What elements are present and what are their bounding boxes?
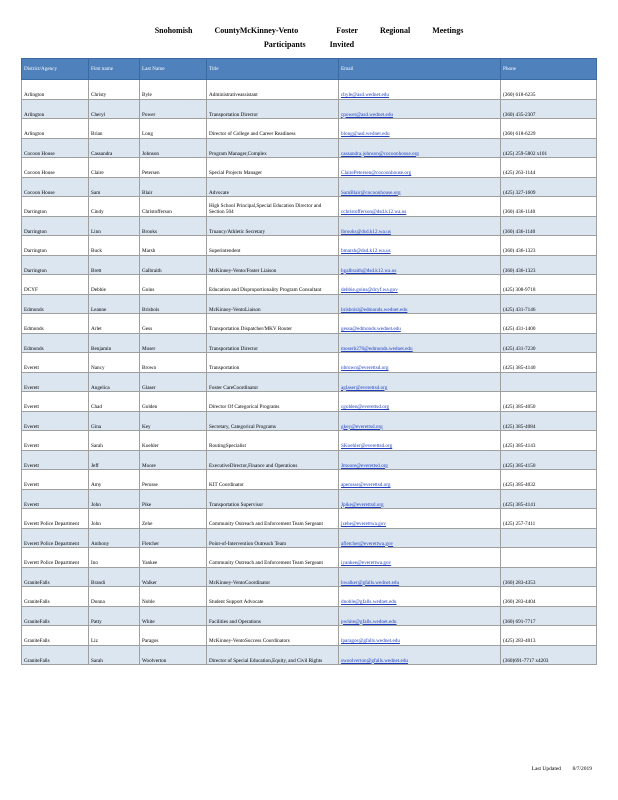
table-row [22,216,597,236]
cell-district: Cocoon House [22,177,89,197]
cell-district: Arlington [22,80,89,100]
cell-last-name: Pike [140,489,207,509]
cell-last-name: Glaser [140,372,207,392]
cell-phone: (360)691-7717 x4203 [501,645,597,665]
cell-district: Darrington [22,216,89,236]
col-header-email: Email [339,59,501,80]
cell-title: Transportation Supervisor [207,489,339,509]
email-link[interactable]: Jmoore@everettsd.org [341,462,388,469]
cell-phone: (360) 618-6235 [501,80,597,100]
cell-last-name: Byle [140,80,207,100]
cell-district: Arlington [22,99,89,119]
cell-district: Everett [22,450,89,470]
cell-title: Transportation Dispatcher/MKV Router [207,314,339,334]
cell-district: Darrington [22,236,89,256]
cell-email [339,80,501,100]
cell-title: Superintendent [207,236,339,256]
cell-district: GraniteFalls [22,606,89,626]
table-row [22,99,597,119]
cell-district: Cocoon House [22,158,89,178]
cell-phone [501,548,597,568]
email-link[interactable]: swoolverton@gfalls.wednet.edu [341,657,409,664]
email-link[interactable]: ClairePetersen@cocoonhouse.org [341,170,412,177]
table-row [22,294,597,314]
email-link[interactable]: pwhite@gfalls.wednet.edu [341,618,397,625]
email-link[interactable]: SamBlair@cocoonhouse.org [341,189,401,196]
title-word: CountyMcKinney-Vento [214,26,299,35]
cell-first-name: Gina [89,411,140,431]
cell-email [339,333,501,353]
table-row [22,509,597,529]
cell-email [339,119,501,139]
cell-first-name: Jeff [89,450,140,470]
cell-first-name: Cindy [89,197,140,217]
cell-email [339,450,501,470]
cell-district: Arlington [22,119,89,139]
cell-title: Truancy/Athletic Secretary [207,216,339,236]
cell-phone: (425) 257-7411 [501,509,597,529]
cell-phone: (425) 283-4013 [501,626,597,646]
cell-email [339,138,501,158]
cell-email [339,626,501,646]
email-link[interactable]: cassandra.johnson@cocoonhouse.org [341,150,419,157]
cell-first-name: Buck [89,236,140,256]
title-word: Regional [379,26,411,35]
col-header-phone: Phone [501,59,597,80]
cell-email [339,158,501,178]
table-header-row [22,59,597,80]
col-header-first-name: First name [89,59,140,80]
cell-phone: (360) 436-1323 [501,236,597,256]
cell-first-name: Christy [89,80,140,100]
table-row [22,567,597,587]
cell-district: Darrington [22,197,89,217]
cell-title: McKinney-Vento/Foster Liaison [207,255,339,275]
table-row [22,548,597,568]
email-link[interactable]: brisboisl@edmonds.wednet.edu [341,306,408,313]
cell-first-name: Chad [89,392,140,412]
cell-title: Transportation [207,353,339,373]
cell-last-name: Marsh [140,236,207,256]
cell-title: Director of Special Education,Equity, and Civil Rights [207,645,339,665]
email-link[interactable]: gessa@edmonds.wednet.edu [341,326,401,333]
cell-email [339,294,501,314]
cell-email [339,606,501,626]
cell-first-name: Leanne [89,294,140,314]
cell-phone: (360) 436-1140 [501,197,597,217]
cell-title: KIT Coordinator [207,470,339,490]
footer-label: Last Updated [531,766,562,772]
cell-first-name: Angelica [89,372,140,392]
cell-email [339,645,501,665]
table-row [22,236,597,256]
cell-phone: (425) 327-1609 [501,177,597,197]
cell-last-name: Koehler [140,431,207,451]
cell-first-name: Benjamin [89,333,140,353]
cell-last-name: Johnson [140,138,207,158]
cell-last-name: Christofferson [140,197,207,217]
cell-last-name: Brooks [140,216,207,236]
cell-district: Everett [22,372,89,392]
table-row [22,470,597,490]
cell-email [339,372,501,392]
cell-phone: (425) 385-4032 [501,470,597,490]
cell-district: GraniteFalls [22,587,89,607]
email-link[interactable]: cbyle@asd.wednet.edu [341,92,389,99]
cell-title: Transportation Director [207,333,339,353]
cell-phone [501,528,597,548]
table-row [22,411,597,431]
cell-district: Darrington [22,255,89,275]
cell-phone: (425) 431-1400 [501,314,597,334]
title-word: Invited [329,40,355,49]
cell-first-name: Nancy [89,353,140,373]
cell-title: Program Manager,Complex [207,138,339,158]
email-link[interactable]: afletcher@everettwa.gov [341,540,394,547]
title-word: Participants [263,40,306,49]
cell-first-name: Liz [89,626,140,646]
col-header-last-name: Last Name [140,59,207,80]
footer-date: 8/7/2019 [572,766,592,772]
cell-first-name: Sarah [89,431,140,451]
title-word: Meetings [432,26,464,35]
cell-title: Facilities and Operations [207,606,339,626]
email-link[interactable]: aglaser@everettsd.org [341,384,388,391]
cell-district: DCYF [22,275,89,295]
cell-first-name: Sarah [89,645,140,665]
email-link[interactable]: moserb276@edmonds.wednet.edu [341,345,413,352]
cell-title: Director of College and Career Readiness [207,119,339,139]
cell-phone: (425) 431-7230 [501,333,597,353]
table-row [22,645,597,665]
cell-email [339,99,501,119]
cell-phone: (425) 308-9718 [501,275,597,295]
cell-last-name: Moser [140,333,207,353]
table-row [22,333,597,353]
cell-title: Foster CareCoordinator [207,372,339,392]
cell-last-name: Brisbois [140,294,207,314]
cell-last-name: White [140,606,207,626]
title-word: Foster [336,26,358,35]
email-link[interactable]: SKoehler@everettsd.org [341,443,393,450]
cell-email [339,177,501,197]
table-row [22,353,597,373]
cell-district: Everett Police Department [22,509,89,529]
cell-title: McKinney-VentoSuccess Coordinators [207,626,339,646]
cell-phone: (360) 436-1323 [501,255,597,275]
cell-first-name: Brandi [89,567,140,587]
email-link[interactable]: lbrooks@dsd.k12.wa.us [341,228,391,235]
table-row [22,489,597,509]
table-row [22,392,597,412]
cell-title: RoutingSpecialist [207,431,339,451]
cell-last-name: Brown [140,353,207,373]
cell-title: Community Outreach and Enforcement Team Sergeant [207,548,339,568]
document-title [0,26,618,35]
cell-email [339,197,501,217]
cell-phone: (360) 283-4404 [501,587,597,607]
cell-email [339,587,501,607]
cell-title: High School Principal,Special Education Director and Section 504 [207,197,339,217]
table-row [22,275,597,295]
table-row [22,314,597,334]
cell-first-name: Debbie [89,275,140,295]
cell-district: Cocoon House [22,138,89,158]
cell-phone: (425) 385-4084 [501,411,597,431]
cell-first-name: Sam [89,177,140,197]
cell-phone: (360) 691-7717 [501,606,597,626]
cell-title: ExecutiveDirector,Finance and Operations [207,450,339,470]
cell-district: GraniteFalls [22,626,89,646]
cell-email [339,236,501,256]
cell-first-name: John [89,509,140,529]
cell-last-name: Blair [140,177,207,197]
cell-email [339,567,501,587]
cell-district: Everett [22,470,89,490]
cell-first-name: Brian [89,119,140,139]
cell-district: GraniteFalls [22,567,89,587]
cell-email [339,489,501,509]
table-row [22,450,597,470]
table-row [22,606,597,626]
cell-title: Community Outreach and Enforcement Team Sergeant [207,509,339,529]
table-row [22,138,597,158]
table-row [22,626,597,646]
cell-email [339,548,501,568]
table-row [22,197,597,217]
cell-district: Everett [22,411,89,431]
table-row [22,528,597,548]
cell-district: Everett [22,392,89,412]
cell-phone: (425) 385-4050 [501,392,597,412]
table-row [22,372,597,392]
table-row [22,255,597,275]
cell-email [339,392,501,412]
email-link[interactable]: dnoble@gfalls.wednet.edu [341,599,397,606]
cell-last-name: Key [140,411,207,431]
cell-title: Student Support Advocate [207,587,339,607]
email-link[interactable]: nbrown@everettsd.org [341,365,389,372]
cell-district: Everett [22,431,89,451]
table-row [22,80,597,100]
cell-title: Secretary, Categorical Programs [207,411,339,431]
cell-title: Point-of-Intervention Outreach Team [207,528,339,548]
cell-last-name: Zehe [140,509,207,529]
cell-last-name: Woolverton [140,645,207,665]
cell-title: McKinney-VentoLiaison [207,294,339,314]
cell-district: Everett [22,353,89,373]
cell-last-name: Noble [140,587,207,607]
cell-first-name: Claire [89,158,140,178]
cell-last-name: Moore [140,450,207,470]
col-header-title: Title [207,59,339,80]
cell-last-name: Power [140,99,207,119]
email-link[interactable]: blong@asd.wednet.edu [341,131,390,138]
cell-last-name: Goins [140,275,207,295]
participants-table [21,58,597,665]
cell-title: Transportation Director [207,99,339,119]
cell-phone: (425) 263-1144 [501,158,597,178]
cell-district: Edmonds [22,333,89,353]
email-link[interactable]: cchristofferson@dsd.k12.wa.us [341,209,407,216]
cell-last-name: Gess [140,314,207,334]
document-subtitle [0,40,618,49]
cell-phone: (360) 436-1140 [501,216,597,236]
cell-first-name: Donna [89,587,140,607]
email-link[interactable]: bwalker@gfalls.wednet.edu [341,579,400,586]
cell-email [339,509,501,529]
cell-district: Edmonds [22,294,89,314]
cell-email [339,216,501,236]
cell-district: Everett Police Department [22,548,89,568]
title-word: Snohomish [154,26,193,35]
email-link[interactable]: gkey@everettsd.org [341,423,383,430]
cell-first-name: Amy [89,470,140,490]
cell-phone: (425) 385-4143 [501,431,597,451]
email-link[interactable]: lparagos@gfalls.wednet.edu [341,638,400,645]
table-row [22,587,597,607]
cell-first-name: Arlet [89,314,140,334]
cell-email [339,411,501,431]
cell-email [339,255,501,275]
cell-phone: (425) 431-7146 [501,294,597,314]
cell-phone: (425) 385-4141 [501,489,597,509]
table-row [22,158,597,178]
table-row [22,431,597,451]
cell-first-name: Linn [89,216,140,236]
email-link[interactable]: debbie.goins@dcyf.wa.gov [341,287,398,294]
cell-last-name: Fletcher [140,528,207,548]
cell-email [339,470,501,490]
col-header-district: District/Agency [22,59,89,80]
email-link[interactable]: jzehe@everettwa.gov [341,521,386,528]
cell-phone: (425) 385-4150 [501,450,597,470]
table-row [22,177,597,197]
email-link[interactable]: bgalbraith@dsd.k12.wa.us [341,267,397,274]
cell-last-name: Long [140,119,207,139]
cell-phone: (425) 385-4140 [501,353,597,373]
email-link[interactable]: cgolden@everettsd.org [341,404,390,411]
cell-title: Advocate [207,177,339,197]
cell-district: Everett Police Department [22,528,89,548]
cell-district: Everett [22,489,89,509]
email-link[interactable]: iyankee@everettwa.gov [341,560,392,567]
cell-phone [501,372,597,392]
cell-email [339,528,501,548]
cell-district: GraniteFalls [22,645,89,665]
cell-last-name: Petersen [140,158,207,178]
email-link[interactable]: cpower@asd.wednet.edu [341,111,394,118]
cell-title: McKinney-VentoCoordinator [207,567,339,587]
cell-email [339,431,501,451]
cell-phone: (360) 435-2307 [501,99,597,119]
cell-first-name: Cheryl [89,99,140,119]
cell-last-name: Perusse [140,470,207,490]
cell-email [339,353,501,373]
cell-first-name: Brett [89,255,140,275]
cell-last-name: Golden [140,392,207,412]
cell-title: Administrativeassistant [207,80,339,100]
cell-first-name: Ino [89,548,140,568]
cell-title: Director Of Categorical Programs [207,392,339,412]
cell-email [339,314,501,334]
cell-last-name: Walker [140,567,207,587]
cell-title: Education and Disproportionality Program Consultant [207,275,339,295]
email-link[interactable]: aperusse@everettsd.org [341,482,391,489]
cell-phone: (425) 259-5802 x101 [501,138,597,158]
cell-last-name: Paragos [140,626,207,646]
cell-first-name: Anthony [89,528,140,548]
table-row [22,119,597,139]
cell-phone: (360) 618-6229 [501,119,597,139]
cell-phone: (360) 283-4353 [501,567,597,587]
cell-district: Edmonds [22,314,89,334]
cell-email [339,275,501,295]
cell-last-name: Galbraith [140,255,207,275]
email-link[interactable]: bmarsh@dsd.k12.wa.us [341,248,391,255]
cell-last-name: Yankee [140,548,207,568]
footer-last-updated [522,766,592,772]
email-link[interactable]: Jpike@everettsd.org [341,501,384,508]
cell-title: Special Projects Manager [207,158,339,178]
cell-first-name: Cassandra [89,138,140,158]
cell-first-name: Patty [89,606,140,626]
cell-first-name: John [89,489,140,509]
